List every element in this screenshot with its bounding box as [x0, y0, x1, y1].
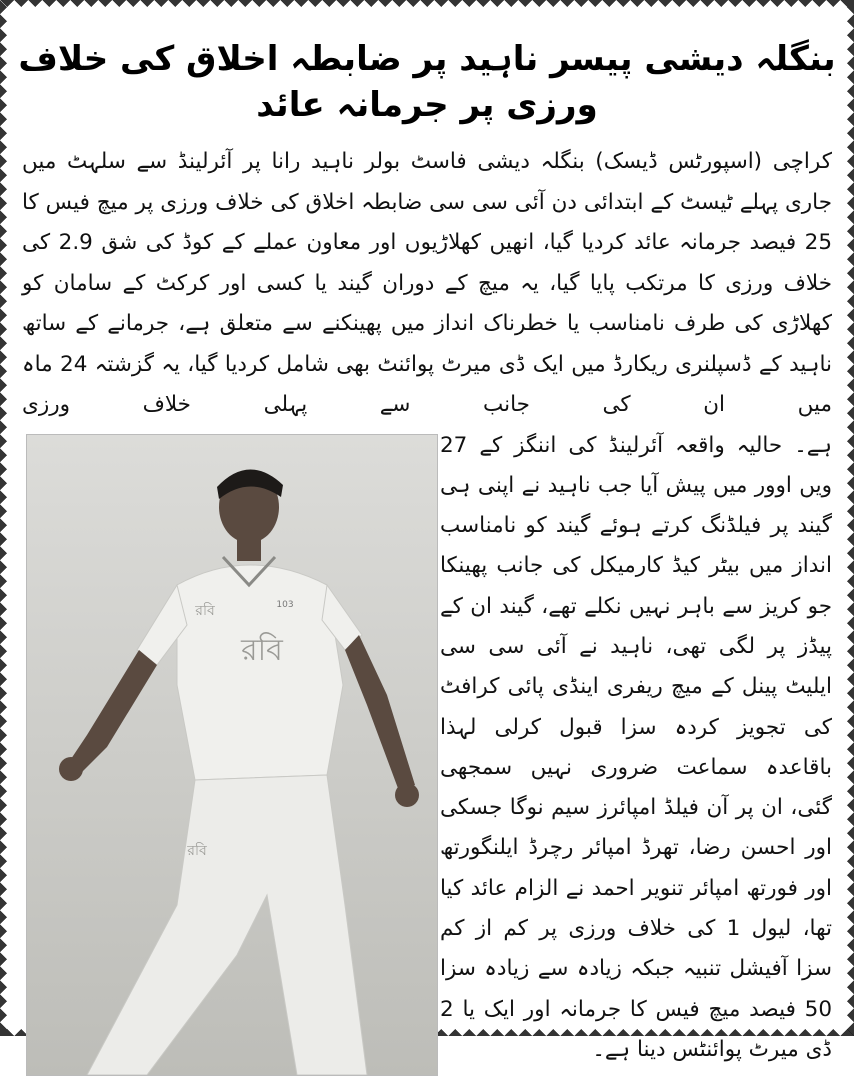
article-body-column	[440, 426, 832, 1071]
article-body-top	[22, 142, 832, 426]
headline: بنگلہ دیشی پیسر ناہید پر ضابطہ اخلاق کی خلاف ورزی پر جرمانہ عائد	[18, 39, 836, 125]
trouser-logo: রবি	[187, 842, 207, 859]
cricketer-illustration	[27, 435, 437, 1075]
border-left	[0, 0, 14, 1036]
news-article	[18, 18, 836, 1062]
jersey-number: 103	[276, 599, 294, 610]
cricketer-photo	[26, 434, 438, 1076]
border-right	[840, 0, 854, 1036]
paragraph-column: ہے۔ حالیہ واقعہ آئرلینڈ کی اننگز کے 27 ویں اوور میں پیش آیا جب ناہید نے اپنی ہی گیند پر فیلڈنگ کرتے ہوئے گیند کو نامناسب انداز میں بیٹر کیڈ کارمیکل کی جانب پھینکا جو کریز سے باہر نہیں نکلے تھے، گیند ان کے پیڈز پر لگی تھی، ناہید نے آئی سی سی ایلیٹ پینل کے میچ ریفری اینڈی پائی کرافٹ کی تجویز کردہ سزا قبول کرلی لہذا باقاعدہ سماعت ضروری نہیں سمجھی گئی، ان پر آن فیلڈ امپائرز سیم نوگا جسکی اور احسن رضا، تھرڈ امپائر رچرڈ ایلنگورتھ اور فورتھ امپائر تنویر احمد نے الزام عائد کیا تھا، لیول 1 کی خلاف ورزی پر کم از کم سزا آفیشل تنبیہ جبکہ زیادہ سے زیادہ سزا 50 فیصد میچ فیس کا جرمانہ اور ایک یا 2 ڈی میرٹ پوائنٹس دینا ہے۔	[440, 432, 832, 1062]
jersey-logo: রবি	[241, 632, 283, 668]
paragraph-top: کراچی (اسپورٹس ڈیسک) بنگلہ دیشی فاسٹ بولر ناہید رانا پر آئرلینڈ سے سلہٹ میں جاری پہلے ٹیسٹ کے ابتدائی دن آئی سی سی ضابطہ اخلاق کی خلاف ورزی پر میچ فیس کا 25 فیصد جرمانہ عائد کردیا گیا، انھیں کھلاڑیوں اور معاون عملے کے کوڈ کی شق 2.9 کی خلاف ورزی کا مرتکب پایا گیا، یہ میچ کے دوران گیند یا کسی اور کرکٹ کے سامان کو کھلاڑی کی طرف نامناسب یا خطرناک انداز میں پھینکنے سے متعلق ہے، جرمانے کے ساتھ ناہید کے ڈسپلنری ریکارڈ میں ایک ڈی میرٹ پوائنٹ بھی شامل کردیا گیا، یہ گزشتہ 24 ماہ میں ان کی جانب سے پہلی خلاف ورزی	[22, 149, 833, 417]
article-lower	[18, 426, 836, 1081]
jersey-logo-small: রবি	[195, 602, 215, 619]
border-top	[0, 0, 854, 14]
